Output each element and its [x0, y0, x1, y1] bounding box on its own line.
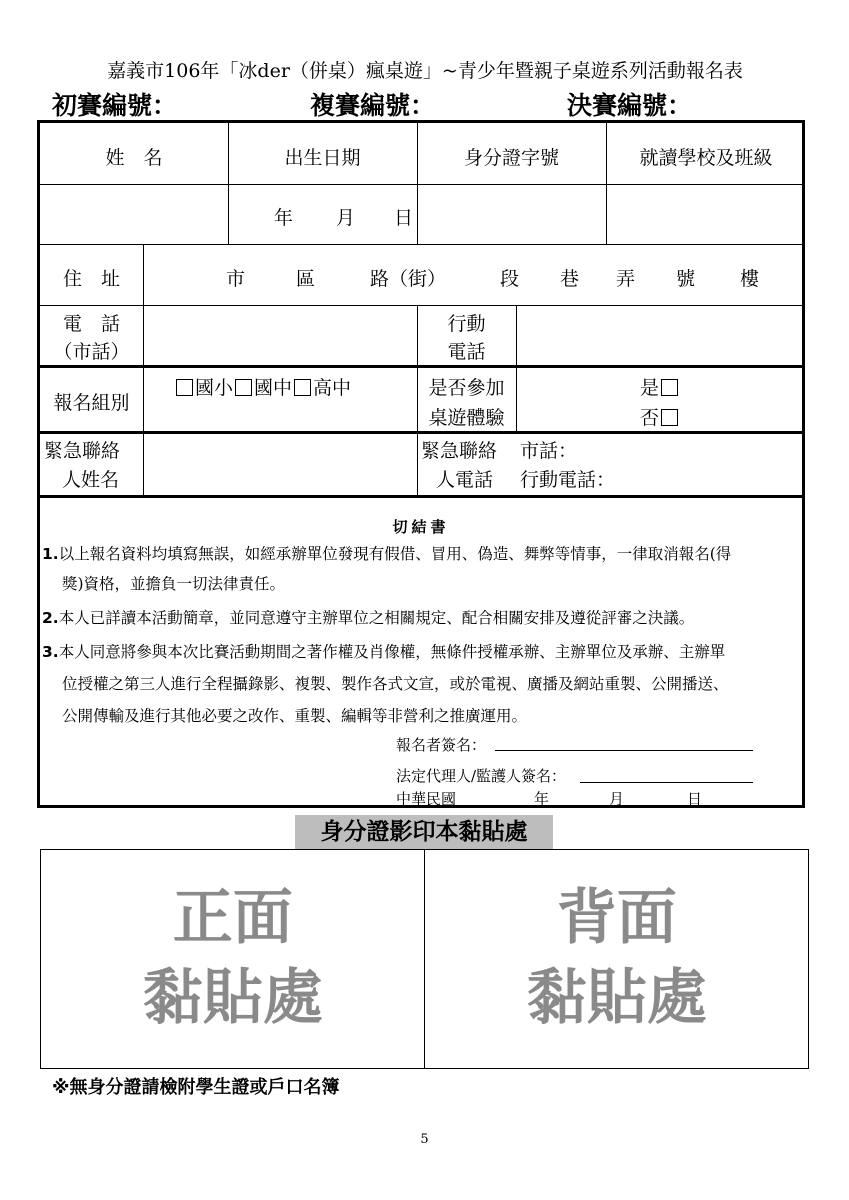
applicant-signature-label: 報名者簽名：	[396, 736, 487, 754]
oath-item-1-number: 1.	[42, 545, 59, 563]
group-options	[174, 373, 351, 400]
group-junior-checkbox[interactable]	[235, 379, 252, 396]
experience-yes	[640, 373, 680, 400]
phone-field[interactable]	[145, 307, 415, 363]
emergency-mobile-field[interactable]: 行動電話：	[520, 469, 616, 491]
oath-item-2	[42, 603, 802, 633]
back-paste-label: 黏貼處	[526, 963, 707, 1033]
experience-yes-checkbox[interactable]	[661, 379, 678, 396]
applicant-signature-line[interactable]	[495, 750, 753, 751]
address-alley: 弄	[616, 268, 636, 290]
experience-yes-label: 是	[640, 377, 660, 399]
address-district: 區	[296, 268, 316, 290]
group-label: 報名組別	[53, 392, 130, 414]
group-senior-label: 高中	[313, 377, 352, 399]
date-day-label: 日	[687, 790, 703, 808]
header-school-class: 就讀學校及班級	[639, 147, 773, 169]
oath-item-2-text: 本人已詳讀本活動簡章，並同意遵守主辦單位之相關規定、配合相關安排及遵從評審之決議。	[58, 609, 695, 627]
address-lane: 巷	[560, 268, 580, 290]
emergency-phone-label: 緊急聯絡	[421, 440, 498, 462]
group-junior-label: 國中	[254, 377, 293, 399]
group-elementary-label: 國小	[195, 377, 234, 399]
back-label: 背面	[556, 883, 677, 953]
header-id-number: 身分證字號	[463, 147, 559, 169]
mobile-field[interactable]	[518, 307, 804, 363]
header-birth-date: 出生日期	[284, 147, 361, 169]
date-year-label: 年	[534, 790, 550, 808]
address-number: 號	[676, 268, 696, 290]
date-prefix: 中華民國	[396, 790, 457, 808]
front-paste-label: 黏貼處	[142, 963, 323, 1033]
front-label: 正面	[172, 883, 293, 953]
oath-item-1-line-1: 以上報名資料均填寫無誤，如經承辦單位發現有假借、冒用、偽造、舞弊等情事，一律取消報名(得	[58, 545, 732, 563]
front-paste-area[interactable]	[41, 850, 425, 1068]
address-section: 段	[500, 268, 520, 290]
emergency-name-label: 緊急聯絡	[44, 440, 121, 462]
oath-item-3-line-1: 本人同意將參與本次比賽活動期間之著作權及肖像權，無條件授權承辦、主辦單位及承辦、主辦單	[58, 643, 726, 661]
guardian-signature-line[interactable]	[580, 782, 753, 783]
address-label: 住 址	[62, 268, 120, 290]
form-title: 嘉義市106年「冰der（併桌）瘋桌遊」~青少年暨親子桌遊系列活動報名表	[107, 60, 743, 82]
id-number-field[interactable]	[419, 186, 604, 242]
second-round-code-label: 複賽編號：	[310, 91, 436, 120]
guardian-signature-label: 法定代理人/監護人簽名：	[396, 767, 567, 785]
header-name: 姓 名	[105, 147, 163, 169]
oath-item-2-number: 2.	[42, 609, 59, 627]
back-paste-area[interactable]	[425, 850, 809, 1068]
oath-item-1-line-2: 獎)資格，並擔負一切法律責任。	[62, 575, 286, 593]
experience-no-checkbox[interactable]	[661, 409, 678, 426]
prelim-code-label: 初賽編號：	[52, 91, 178, 120]
emergency-name-field[interactable]	[145, 434, 415, 492]
registration-form	[37, 120, 805, 808]
address-road: 路（街）	[370, 268, 447, 290]
emergency-phone-label-2: 人電話	[436, 469, 494, 491]
phone-label: 電 話	[62, 313, 120, 335]
id-copy-paste-area	[40, 849, 809, 1069]
address-city: 市	[226, 268, 246, 290]
school-class-field[interactable]	[608, 186, 804, 242]
id-copy-paste-title: 身分證影印本黏貼處	[295, 815, 553, 849]
oath-item-1	[42, 539, 802, 569]
address-floor: 樓	[740, 268, 760, 290]
final-code-label: 決賽編號：	[567, 91, 693, 120]
oath-item-3-line-2: 位授權之第三人進行全程攝錄影、複製、製作各式文宣，或於電視、廣播及網站重製、公開播送、	[62, 675, 729, 693]
group-elementary-checkbox[interactable]	[176, 379, 193, 396]
footnote: ※無身分證請檢附學生證或戶口名簿	[52, 1077, 340, 1098]
experience-no-label: 否	[640, 407, 660, 429]
birth-year-label: 年	[274, 207, 294, 229]
birth-day-label: 日	[394, 207, 414, 229]
name-field[interactable]	[42, 186, 226, 242]
mobile-label: 行動	[447, 313, 486, 335]
oath-item-3-number: 3.	[42, 643, 59, 661]
mobile-label-2: 電話	[447, 341, 486, 363]
emergency-landline-field[interactable]: 市話：	[520, 440, 578, 462]
phone-label-landline: （市話）	[53, 341, 130, 363]
group-senior-checkbox[interactable]	[294, 379, 311, 396]
date-month-label: 月	[609, 790, 625, 808]
experience-label-2: 桌遊體驗	[428, 407, 505, 429]
experience-label: 是否參加	[428, 377, 505, 399]
oath-item-3-line-3: 公開傳輸及進行其他必要之改作、重製、編輯等非營利之推廣運用。	[62, 707, 528, 725]
experience-no	[640, 403, 680, 430]
emergency-name-label-2: 人姓名	[62, 469, 120, 491]
page-number: 5	[420, 1132, 429, 1147]
oath-item-3	[42, 637, 802, 667]
birth-month-label: 月	[336, 207, 356, 229]
oath-title: 切結書	[392, 518, 450, 536]
